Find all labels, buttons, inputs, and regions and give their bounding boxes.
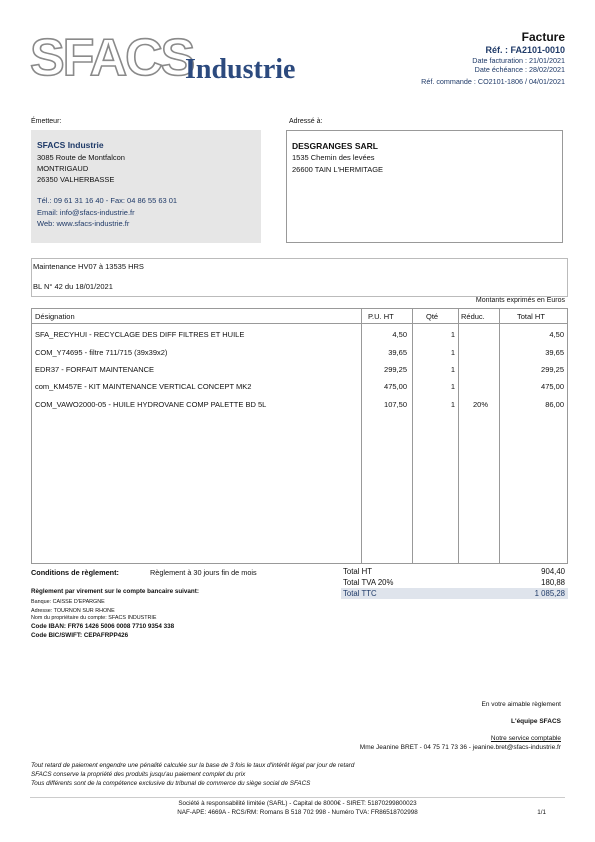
col-header-discount: Réduc. — [461, 312, 485, 321]
recipient-name: DESGRANGES SARL — [292, 141, 378, 151]
total-tva-label: Total TVA 20% — [343, 578, 394, 587]
cell-total: 4,50 — [549, 330, 564, 339]
logo-industrie-text: Industrie — [185, 54, 296, 85]
recipient-address-line: 26600 TAIN L'HERMITAGE — [292, 165, 384, 174]
recipient-label: Adressé à: — [289, 118, 323, 125]
cell-designation: COM_VAWO2000-05 - HUILE HYDROVANE COMP PALETTE BD 5L — [35, 400, 267, 409]
cell-unit-price: 475,00 — [384, 382, 407, 391]
sender-address-line: 3085 Route de Montfalcon — [37, 153, 125, 162]
invoice-lines-table — [31, 308, 568, 564]
bank-address: Adresse: TOURNON SUR RHONE — [31, 608, 115, 614]
recipient-address-line: 1535 Chemin des levées — [292, 153, 375, 162]
cell-quantity: 1 — [450, 348, 455, 357]
cell-quantity: 1 — [450, 330, 455, 339]
total-ht-row — [341, 566, 568, 577]
cell-unit-price: 4,50 — [392, 330, 407, 339]
invoice-reference: Réf. : FA2101-0010 — [485, 45, 565, 55]
cell-designation: EDR37 - FORFAIT MAINTENANCE — [35, 365, 155, 374]
order-reference: Réf. commande : CO2101-1806 / 04/01/2021 — [421, 77, 565, 86]
sender-phone: Tél.: 09 61 31 16 40 - Fax: 04 86 55 63 01 — [37, 196, 178, 205]
footer-registration-info: NAF-APE: 4669A - RCS/RM: Romans B 518 702 998 - Numéro TVA: FR86518702998 — [177, 809, 418, 816]
sender-box — [31, 130, 261, 243]
cell-designation: com_KM457E - KIT MAINTENANCE VERTICAL CONCEPT MK2 — [35, 382, 252, 391]
col-header-designation: Désignation — [35, 312, 75, 321]
table-row — [32, 378, 567, 395]
invoice-header — [315, 30, 565, 86]
company-logo — [30, 30, 320, 88]
invoice-title: Facture — [521, 30, 565, 44]
totals-block — [341, 566, 568, 599]
sender-address-line: 26350 VALHERBASSE — [37, 175, 115, 184]
signature-team: L'équipe SFACS — [511, 718, 561, 725]
page-number: 1/1 — [537, 809, 546, 816]
cell-total: 39,65 — [545, 348, 564, 357]
account-owner: Nom du propriétaire du compte: SFACS INDUSTRIE — [31, 615, 157, 621]
col-header-unit-price: P.U. HT — [368, 312, 394, 321]
table-row — [32, 344, 567, 361]
total-ttc-row — [341, 588, 568, 599]
cell-quantity: 1 — [450, 400, 455, 409]
col-header-total: Total HT — [517, 312, 545, 321]
cell-unit-price: 107,50 — [384, 400, 407, 409]
payment-terms-label: Conditions de règlement: — [31, 568, 119, 577]
payment-terms-value: Règlement à 30 jours fin de mois — [150, 568, 257, 577]
order-info-box — [31, 258, 568, 297]
sender-email[interactable]: Email: info@sfacs-industrie.fr — [37, 208, 135, 217]
sender-address-line: MONTRIGAUD — [37, 164, 89, 173]
cell-discount: 20% — [472, 400, 488, 409]
cell-designation: COM_Y74695 - filtre 711/715 (39x39x2) — [35, 348, 168, 357]
cell-quantity: 1 — [450, 382, 455, 391]
bic-code: Code BIC/SWIFT: CEPAFRPP426 — [31, 632, 129, 639]
cell-quantity: 1 — [450, 365, 455, 374]
cell-designation: SFA_RECYHUI - RECYCLAGE DES DIFF FILTRES ET HUILE — [35, 330, 245, 339]
footer-divider — [30, 797, 565, 798]
legal-jurisdiction: Tous différents sont de la compétence exclusive du tribunal de commerce du siège social de SFACS — [31, 780, 311, 787]
bank-transfer-label: Règlement par virement sur le compte bancaire suivant: — [31, 588, 199, 595]
order-note: Maintenance HV07 à 13535 HRS — [33, 262, 144, 271]
total-ttc-value: 1 085,28 — [534, 589, 565, 598]
bank-name: Banque: CAISSE D'EPARGNE — [31, 599, 105, 605]
table-row — [32, 326, 567, 343]
cell-total: 475,00 — [541, 382, 564, 391]
legal-ownership: SFACS conserve la propriété des produits jusqu'au paiement complet du prix — [31, 771, 246, 778]
closing-regards: En votre aimable règlement — [481, 701, 561, 708]
total-tva-row — [341, 577, 568, 588]
recipient-box — [286, 130, 563, 243]
sender-label: Émetteur: — [31, 118, 62, 125]
table-row — [32, 396, 567, 413]
cell-unit-price: 39,65 — [388, 348, 407, 357]
legal-late-payment: Tout retard de paiement engendre une pénalité calculée sur la base de 3 fois le taux d'intérêt légal par jour de retard — [31, 762, 355, 769]
accounting-contact: Mme Jeanine BRET - 04 75 71 73 36 - jeanine.bret@sfacs-industrie.fr — [359, 744, 561, 751]
total-ttc-label: Total TTC — [343, 589, 377, 598]
currency-note: Montants exprimés en Euros — [475, 297, 565, 304]
sender-website[interactable]: Web: www.sfacs-industrie.fr — [37, 219, 130, 228]
delivery-note: BL N° 42 du 18/01/2021 — [33, 282, 113, 291]
logo-sfacs-text: SFACS — [30, 29, 194, 87]
footer-company-info: Société à responsabilité limitée (SARL) - Capital de 8000€ - SIRET: 51870299800023 — [178, 800, 417, 807]
col-header-quantity: Qté — [426, 312, 439, 321]
iban-code: Code IBAN: FR76 1426 5006 0008 7710 9354 338 — [31, 623, 175, 630]
total-ht-label: Total HT — [343, 567, 373, 576]
table-row — [32, 361, 567, 378]
total-tva-value: 180,88 — [541, 578, 565, 587]
cell-unit-price: 299,25 — [384, 365, 407, 374]
due-date: Date échéance : 28/02/2021 — [474, 65, 565, 74]
accounting-service: Notre service comptable — [490, 735, 561, 742]
cell-total: 86,00 — [545, 400, 564, 409]
cell-total: 299,25 — [541, 365, 564, 374]
total-ht-value: 904,40 — [541, 567, 565, 576]
sender-name: SFACS Industrie — [37, 140, 104, 150]
invoice-date: Date facturation : 21/01/2021 — [472, 56, 565, 65]
